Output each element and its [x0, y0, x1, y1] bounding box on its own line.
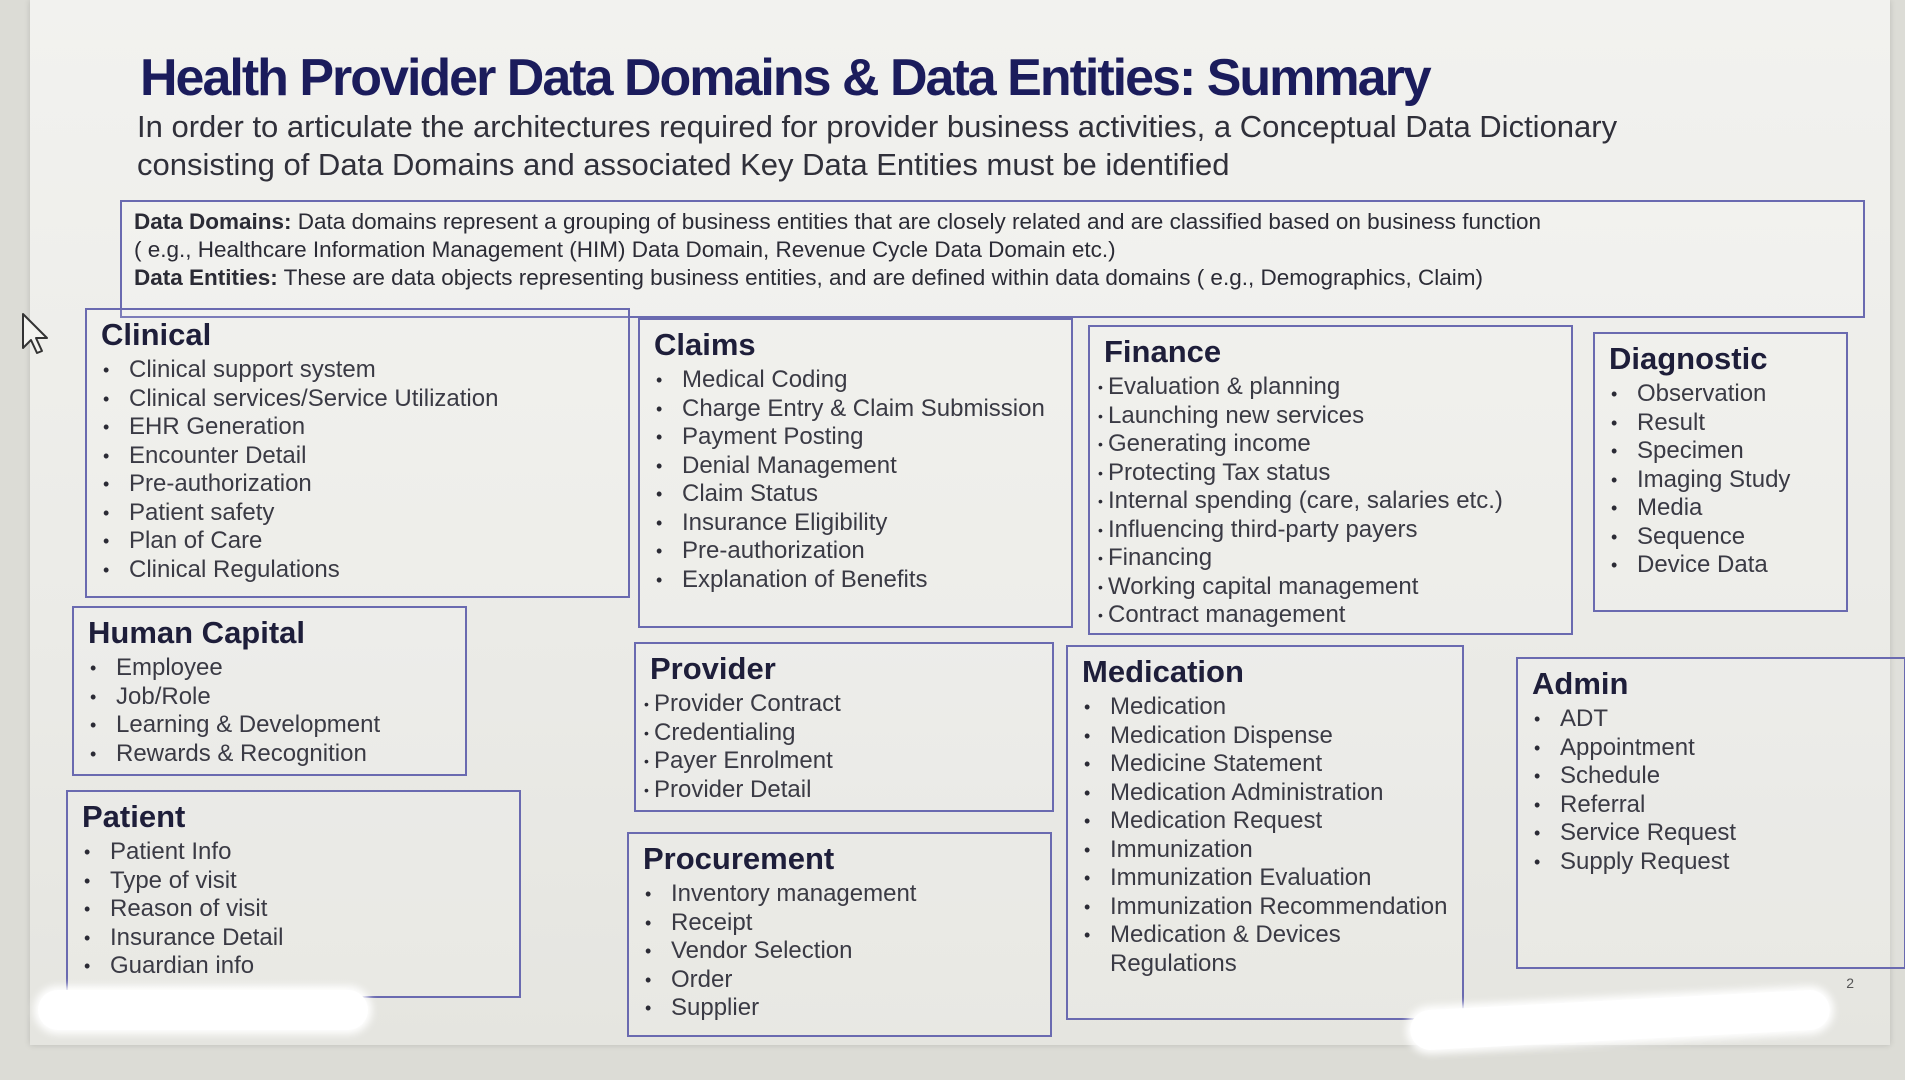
entity-item: • ADT	[1530, 705, 1892, 734]
domains-definition	[134, 208, 1851, 236]
entity-item: • Plan of Care	[99, 527, 616, 556]
entity-item: • Clinical Regulations	[99, 556, 616, 585]
entity-item: • Supply Request	[1530, 848, 1892, 877]
entity-item: • Media	[1607, 494, 1834, 523]
entity-item: • Observation	[1607, 380, 1834, 409]
entity-item: • Clinical support system	[99, 356, 616, 385]
domain-title: Finance	[1104, 334, 1222, 369]
entity-list	[1530, 705, 1892, 876]
entity-item: • Financing	[1102, 544, 1559, 573]
entity-list	[648, 690, 1040, 804]
entity-item: • Evaluation & planning	[1102, 373, 1559, 402]
entity-item: • Medical Coding	[652, 366, 1059, 395]
page-number: 2	[1846, 975, 1854, 991]
entity-item: • Denial Management	[652, 452, 1059, 481]
entity-item: • Patient Info	[80, 838, 507, 867]
entities-definition	[134, 264, 1851, 292]
entity-list	[641, 880, 1038, 1023]
subtitle-line-2: consisting of Data Domains and associated Key Data Entities must be identified	[137, 147, 1230, 182]
entity-item: • Guardian info	[80, 952, 507, 981]
entities-label: Data Entities:	[134, 265, 278, 290]
entity-item: • Immunization	[1080, 836, 1450, 865]
entity-list	[80, 838, 507, 981]
domain-human-capital	[72, 606, 467, 776]
subtitle	[137, 108, 1837, 184]
domain-title: Human Capital	[88, 615, 306, 650]
entity-item: • Medication Dispense	[1080, 722, 1450, 751]
entity-item: • Provider Contract	[648, 690, 1040, 719]
entity-item: • EHR Generation	[99, 413, 616, 442]
entity-item: • Specimen	[1607, 437, 1834, 466]
entity-list	[1607, 380, 1834, 580]
domain-claims	[638, 318, 1073, 628]
entity-item: • Launching new services	[1102, 402, 1559, 431]
domain-title: Procurement	[643, 841, 835, 876]
entity-item: • Pre-authorization	[99, 470, 616, 499]
slide	[30, 0, 1890, 1045]
entities-text: These are data objects representing business entities, and are defined within data domains ( e.g., Demographics, Claim)	[277, 265, 1484, 290]
entity-item: • Service Request	[1530, 819, 1892, 848]
entity-item: • Schedule	[1530, 762, 1892, 791]
domain-medication	[1066, 645, 1464, 1020]
entity-list	[652, 366, 1059, 594]
entity-item: • Explanation of Benefits	[652, 566, 1059, 595]
entity-item: • Order	[641, 966, 1038, 995]
entity-item: • Type of visit	[80, 867, 507, 896]
domain-procurement	[627, 832, 1052, 1037]
entity-item: • Medication	[1080, 693, 1450, 722]
entity-item: • Insurance Detail	[80, 924, 507, 953]
entity-item: • Internal spending (care, salaries etc.)	[1102, 487, 1559, 516]
entity-item: • Receipt	[641, 909, 1038, 938]
subtitle-line-1: In order to articulate the architectures required for provider business activities, a Conceptual Data Dictionary	[137, 109, 1618, 144]
domain-patient	[66, 790, 521, 998]
domain-diagnostic	[1593, 332, 1848, 612]
entity-item: • Influencing third-party payers	[1102, 516, 1559, 545]
domain-finance	[1088, 325, 1573, 635]
entity-item: • Generating income	[1102, 430, 1559, 459]
domain-admin	[1516, 657, 1905, 969]
entity-item: • Medication & Devices Regulations	[1080, 921, 1450, 978]
entity-item: • Supplier	[641, 994, 1038, 1023]
entity-list	[99, 356, 616, 584]
entity-item: • Reason of visit	[80, 895, 507, 924]
domain-title: Medication	[1082, 654, 1244, 689]
entity-item: • Medication Administration	[1080, 779, 1450, 808]
entity-item: • Immunization Evaluation	[1080, 864, 1450, 893]
entity-item: • Medicine Statement	[1080, 750, 1450, 779]
domain-clinical	[85, 308, 630, 598]
entity-list	[1080, 693, 1450, 978]
entity-item: • Rewards & Recognition	[86, 740, 453, 769]
domains-label: Data Domains:	[134, 209, 292, 234]
entity-item: • Claim Status	[652, 480, 1059, 509]
entity-item: • Job/Role	[86, 683, 453, 712]
entity-item: • Working capital management	[1102, 573, 1559, 602]
domains-text: Data domains represent a grouping of business entities that are closely related and are classified based on business function	[291, 209, 1542, 234]
domain-title: Patient	[82, 799, 186, 834]
entity-item: • Payer Enrolment	[648, 747, 1040, 776]
domain-title: Admin	[1532, 666, 1629, 701]
domain-title: Clinical	[101, 317, 212, 352]
entity-item: • Referral	[1530, 791, 1892, 820]
page-title: Health Provider Data Domains & Data Entities: Summary	[140, 49, 1430, 107]
entity-item: • Charge Entry & Claim Submission	[652, 395, 1059, 424]
entity-item: • Credentialing	[648, 719, 1040, 748]
entity-list	[86, 654, 453, 768]
entity-item: • Provider Detail	[648, 776, 1040, 805]
domain-title: Claims	[654, 327, 756, 362]
entity-item: • Medication Request	[1080, 807, 1450, 836]
entity-item: • Learning & Development	[86, 711, 453, 740]
domain-title: Provider	[650, 651, 776, 686]
entity-item: • Vendor Selection	[641, 937, 1038, 966]
entity-item: • Patient safety	[99, 499, 616, 528]
entity-item: • Protecting Tax status	[1102, 459, 1559, 488]
entity-item: • Device Data	[1607, 551, 1834, 580]
entity-item: • Result	[1607, 409, 1834, 438]
domain-title: Diagnostic	[1609, 341, 1768, 376]
mouse-pointer-icon	[20, 312, 50, 356]
entity-item: • Encounter Detail	[99, 442, 616, 471]
entity-item: • Sequence	[1607, 523, 1834, 552]
entity-item: • Clinical services/Service Utilization	[99, 385, 616, 414]
entity-item: • Immunization Recommendation	[1080, 893, 1450, 922]
domains-example: ( e.g., Healthcare Information Management (HIM) Data Domain, Revenue Cycle Data Domain etc.)	[134, 237, 1116, 262]
entity-item: • Contract management	[1102, 601, 1559, 630]
domain-provider	[634, 642, 1054, 812]
definitions-box	[120, 200, 1865, 318]
entity-list	[1102, 373, 1559, 630]
entity-item: • Inventory management	[641, 880, 1038, 909]
entity-item: • Insurance Eligibility	[652, 509, 1059, 538]
entity-item: • Payment Posting	[652, 423, 1059, 452]
entity-item: • Pre-authorization	[652, 537, 1059, 566]
redaction-scribble-left	[38, 990, 368, 1030]
entity-item: • Employee	[86, 654, 453, 683]
entity-item: • Imaging Study	[1607, 466, 1834, 495]
entity-item: • Appointment	[1530, 734, 1892, 763]
